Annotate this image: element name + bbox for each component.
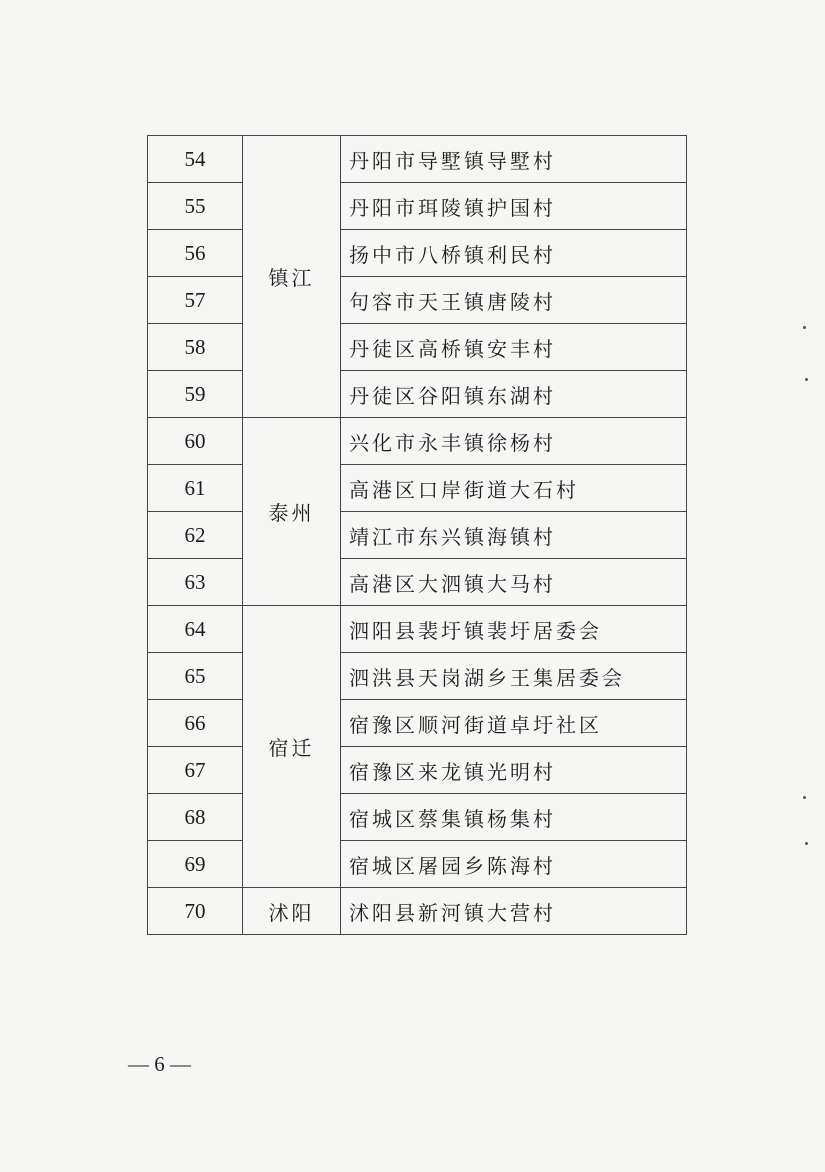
village-name-cell: 宿城区屠园乡陈海村 (341, 841, 687, 888)
row-number: 57 (148, 277, 243, 324)
village-name-cell: 高港区口岸街道大石村 (341, 465, 687, 512)
row-number: 54 (148, 136, 243, 183)
village-name-cell: 扬中市八桥镇利民村 (341, 230, 687, 277)
table-row (148, 794, 687, 841)
row-number: 63 (148, 559, 243, 606)
row-number: 66 (148, 700, 243, 747)
table-row (148, 277, 687, 324)
table-row (148, 700, 687, 747)
table-row (148, 324, 687, 371)
city-cell: 泰州 (243, 418, 341, 606)
village-name-cell: 靖江市东兴镇海镇村 (341, 512, 687, 559)
row-number: 59 (148, 371, 243, 418)
city-cell: 镇江 (243, 136, 341, 418)
village-name-cell: 宿豫区来龙镇光明村 (341, 747, 687, 794)
table-row (148, 512, 687, 559)
village-name-cell: 句容市天王镇唐陵村 (341, 277, 687, 324)
scan-speck (803, 796, 806, 799)
table-row (148, 465, 687, 512)
row-number: 55 (148, 183, 243, 230)
row-number: 70 (148, 888, 243, 935)
row-number: 69 (148, 841, 243, 888)
table-row (148, 136, 687, 183)
city-cell: 沭阳 (243, 888, 341, 935)
table-row (148, 183, 687, 230)
city-cell: 宿迁 (243, 606, 341, 888)
table-row (148, 371, 687, 418)
village-name-cell: 宿城区蔡集镇杨集村 (341, 794, 687, 841)
row-number: 64 (148, 606, 243, 653)
village-name-cell: 沭阳县新河镇大营村 (341, 888, 687, 935)
village-name-cell: 高港区大泗镇大马村 (341, 559, 687, 606)
table-body (148, 136, 687, 935)
row-number: 60 (148, 418, 243, 465)
row-number: 68 (148, 794, 243, 841)
scan-speck (805, 378, 808, 381)
village-name-cell: 宿豫区顺河街道卓圩社区 (341, 700, 687, 747)
village-name-cell: 丹阳市导墅镇导墅村 (341, 136, 687, 183)
scan-speck (805, 842, 808, 845)
village-name-cell: 泗阳县裴圩镇裴圩居委会 (341, 606, 687, 653)
table-row (148, 606, 687, 653)
village-name-cell: 丹阳市珥陵镇护国村 (341, 183, 687, 230)
row-number: 58 (148, 324, 243, 371)
table-row (148, 747, 687, 794)
village-name-cell: 丹徒区高桥镇安丰村 (341, 324, 687, 371)
table-row (148, 230, 687, 277)
row-number: 61 (148, 465, 243, 512)
village-name-cell: 泗洪县天岗湖乡王集居委会 (341, 653, 687, 700)
row-number: 65 (148, 653, 243, 700)
village-list-table (147, 135, 687, 935)
table-row (148, 888, 687, 935)
row-number: 62 (148, 512, 243, 559)
table-row (148, 418, 687, 465)
row-number: 67 (148, 747, 243, 794)
row-number: 56 (148, 230, 243, 277)
page-number: — 6 — (128, 1052, 191, 1076)
village-name-cell: 丹徒区谷阳镇东湖村 (341, 371, 687, 418)
table-row (148, 841, 687, 888)
scan-speck (803, 326, 806, 329)
table-row (148, 559, 687, 606)
village-name-cell: 兴化市永丰镇徐杨村 (341, 418, 687, 465)
table-row (148, 653, 687, 700)
